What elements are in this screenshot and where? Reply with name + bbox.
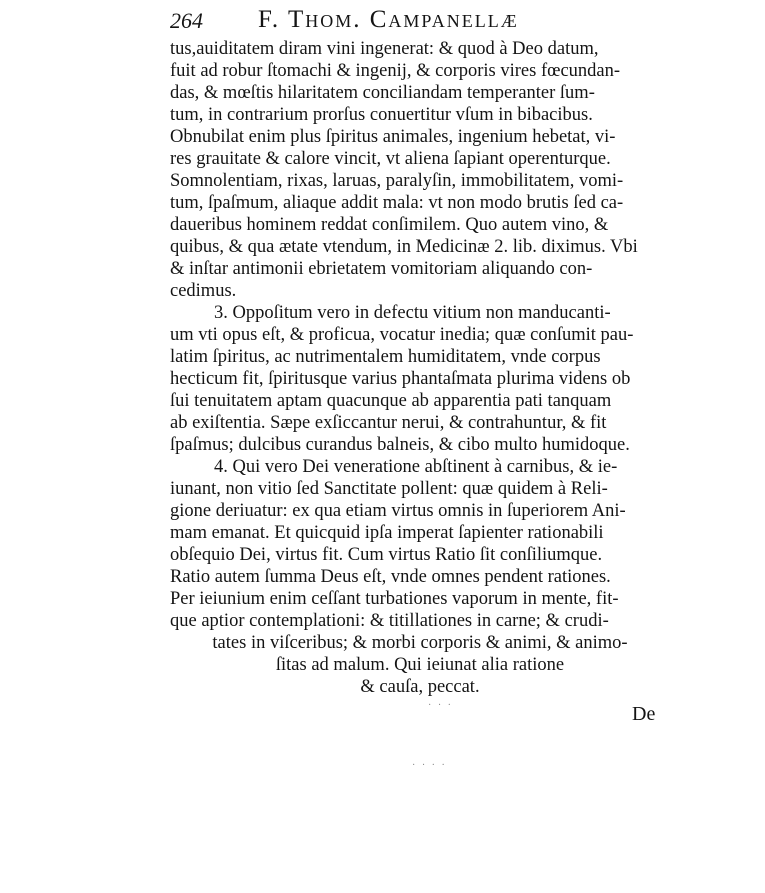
text-line: fuit ad robur ſtomachi & ingenij, & corporis vires fœcundan- xyxy=(170,61,621,81)
text-line: iunant, non vitio ſed Sanctitate pollent: quæ quidem à Reli- xyxy=(170,479,608,499)
text-line: & inſtar antimonii ebrietatem vomitoriam aliquando con- xyxy=(170,259,593,279)
paragraph-3-start: 3. Oppoſitum vero in defectu vitium non manducanti- xyxy=(214,303,611,323)
text-line: obſequio Dei, virtus fit. Cum virtus Ratio ſit conſiliumque. xyxy=(170,545,603,565)
text-line: tum, ſpaſmum, aliaque addit mala: vt non modo brutis ſed ca- xyxy=(170,193,624,213)
page-header xyxy=(170,8,680,42)
text-line: tus,auiditatem diram vini ingenerat: & quod à Deo datum, xyxy=(170,39,599,59)
text-line: cedimus. xyxy=(170,281,237,301)
text-line: res grauitate & calore vincit, vt aliena ſapiant operenturque. xyxy=(170,149,611,169)
text-line: que aptior contemplationi: & titillationes in carne; & crudi- xyxy=(170,611,609,631)
paper-speck: · · · · xyxy=(412,760,447,771)
catchword: De xyxy=(632,703,656,725)
text-line: latim ſpiritus, ac nutrimentalem humiditatem, vnde corpus xyxy=(170,347,601,367)
text-line: ſpaſmus; dulcibus curandus balneis, & cibo multo humidoque. xyxy=(170,435,630,455)
text-line: Somnolentiam, rixas, laruas, paralyſin, immobilitatem, vomi- xyxy=(170,171,624,191)
text-line: Ratio autem ſumma Deus eſt, vnde omnes pendent rationes. xyxy=(170,567,611,587)
page-number: 264 xyxy=(170,8,203,33)
text-line: Per ieiunium enim ceſſant turbationes vaporum in mente, fit- xyxy=(170,589,619,609)
text-line: das, & mœſtis hilaritatem conciliandam temperanter ſum- xyxy=(170,83,595,103)
text-line: ſitas ad malum. Qui ieiunat alia ratione xyxy=(275,655,565,675)
text-line: tum, in contrarium prorſus conuertitur vſum in bibacibus. xyxy=(170,105,593,125)
text-line: Obnubilat enim plus ſpiritus animales, ingenium hebetat, vi- xyxy=(170,127,616,147)
text-line: ab exiſtentia. Sæpe exſiccantur nerui, & contrahuntur, & fit xyxy=(170,413,607,433)
text-line: hecticum fit, ſpiritusque varius phantaſmata plurima videns ob xyxy=(170,369,631,389)
text-line: ſui tenuitatem aptam quacunque ab apparentia pati tanquam xyxy=(170,391,612,411)
text-line: quibus, & qua ætate vtendum, in Medicinæ 2. lib. diximus. Vbi xyxy=(170,237,638,257)
text-line: gione deriuatur: ex qua etiam virtus omnis in ſuperiorem Ani- xyxy=(170,501,626,521)
paragraph-4-start: 4. Qui vero Dei veneratione abſtinent à carnibus, & ie- xyxy=(214,457,618,477)
text-line: & cauſa, peccat. xyxy=(360,677,480,697)
text-line: tates in viſceribus; & morbi corporis & animi, & animo- xyxy=(212,633,628,653)
body-text xyxy=(170,38,670,698)
text-line: mam emanat. Et quicquid ipſa imperat ſapienter rationabili xyxy=(170,523,604,543)
text-line: daueribus hominem reddat conſimilem. Quo autem vino, & xyxy=(170,215,609,235)
paper-speck: · · · xyxy=(428,700,453,711)
running-head: F. Thom. Campanellæ xyxy=(258,6,519,33)
text-line: um vti opus eſt, & proficua, vocatur inedia; quæ conſumit pau- xyxy=(170,325,634,345)
